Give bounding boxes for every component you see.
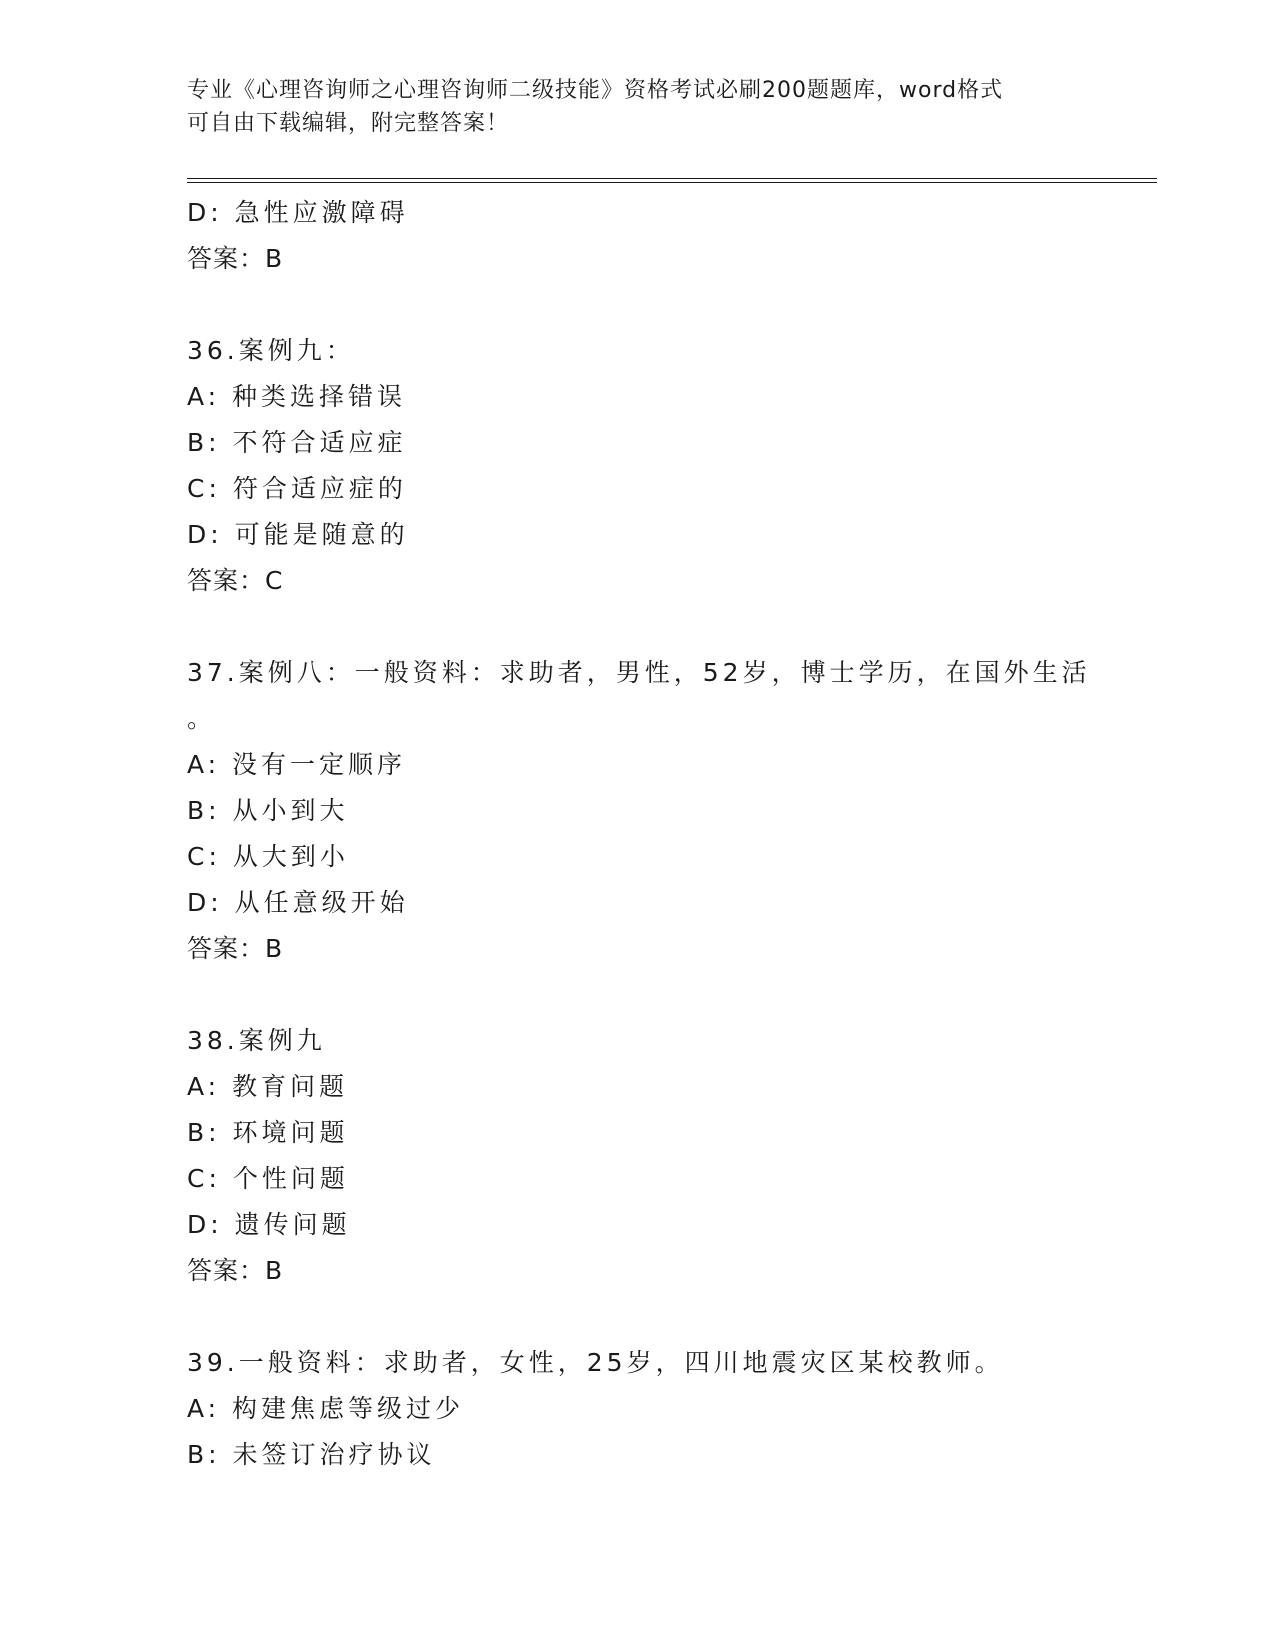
option-c: C: 个性问题 xyxy=(187,1164,349,1193)
option-a: A: 没有一定顺序 xyxy=(187,750,407,779)
answer: 答案：B xyxy=(187,1256,284,1285)
header-divider xyxy=(187,178,1157,183)
option-a: A: 种类选择错误 xyxy=(187,382,407,411)
option-b: B: 未签订治疗协议 xyxy=(187,1440,436,1469)
header-line-1: 专业《心理咨询师之心理咨询师二级技能》资格考试必刷200题题库，word格式 xyxy=(187,78,1004,103)
question-38 xyxy=(187,1018,1157,1294)
question-title: 36.案例九： xyxy=(187,336,355,365)
prev-answer: 答案：B xyxy=(187,244,284,273)
page-header xyxy=(187,74,1087,140)
option-b: B: 环境问题 xyxy=(187,1118,349,1147)
question-title: 38.案例九 xyxy=(187,1026,326,1055)
option-c: C: 从大到小 xyxy=(187,842,349,871)
option-b: B: 不符合适应症 xyxy=(187,428,407,457)
question-title: 39.一般资料：求助者，女性，25岁，四川地震灾区某校教师。 xyxy=(187,1348,1004,1377)
option-d: D: 可能是随意的 xyxy=(187,520,409,549)
question-title-continuation: 。 xyxy=(187,704,217,733)
option-d: D: 从任意级开始 xyxy=(187,888,409,917)
answer: 答案：C xyxy=(187,566,284,595)
option-b: B: 从小到大 xyxy=(187,796,349,825)
question-37 xyxy=(187,650,1157,972)
question-39 xyxy=(187,1340,1157,1478)
document-body xyxy=(187,190,1157,1478)
prev-option-d: D: 急性应激障碍 xyxy=(187,198,409,227)
option-a: A: 教育问题 xyxy=(187,1072,349,1101)
option-d: D: 遗传问题 xyxy=(187,1210,351,1239)
option-a: A: 构建焦虑等级过少 xyxy=(187,1394,465,1423)
header-line-2: 可自由下载编辑，附完整答案！ xyxy=(187,111,510,136)
question-title: 37.案例八：一般资料：求助者，男性，52岁，博士学历，在国外生活 xyxy=(187,658,1091,687)
option-c: C: 符合适应症的 xyxy=(187,474,407,503)
question-36 xyxy=(187,328,1157,604)
answer: 答案：B xyxy=(187,934,284,963)
